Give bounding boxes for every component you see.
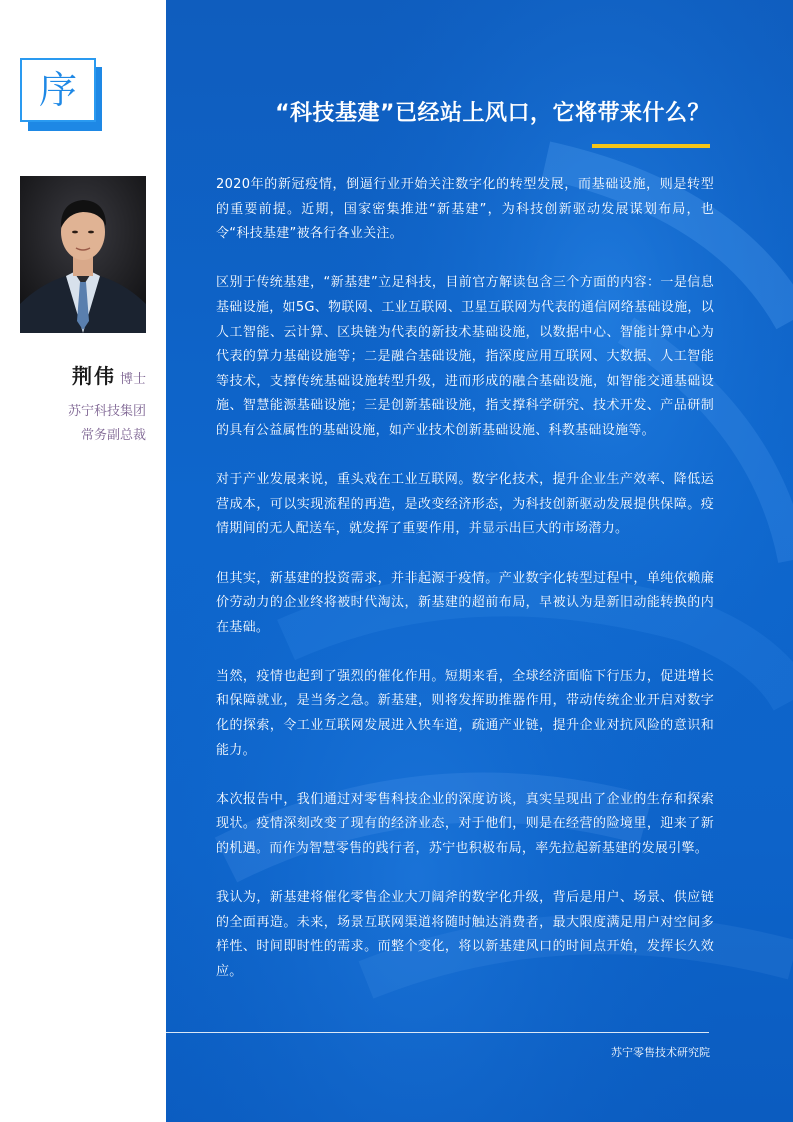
section-label: 序 [38,68,77,112]
left-sidebar [0,0,166,1122]
author-degree: 博士 [119,372,146,387]
author-company: 苏宁科技集团 [67,404,146,419]
author-affiliation [68,400,146,448]
paragraph: 当然，疫情也起到了强烈的催化作用。短期来看，全球经济面临下行压力，促进增长和保障就业，是当务之急。新基建，则将发挥助推器作用，带动传统企业开启对数字化的探索，令工业互联网发展进入快车道，疏通产业链，提升企业对抗风险的意识和能力。 [216,668,714,758]
paragraph: 区别于传统基建，“新基建”立足科技，目前官方解读包含三个方面的内容：一是信息基础设施，如5G、物联网、工业互联网、卫星互联网为代表的通信网络基础设施，以人工智能、云计算、区块链为代表的新技术基础设施，以数据中心、智能计算中心为代表的算力基础设施等；二是融合基础设施，指深度应用互联网、大数据、人工智能等技术，支撑传统基础设施转型升级，进而形成的融合基础设施，如智能交通基础设施、智慧能源基础设施；三是创新基础设施，指支撑科学研究、技术开发、产品研制的具有公益属性的基础设施，如产业技术创新基础设施、科教基础设施等。 [216,275,714,438]
paragraph: 2020年的新冠疫情，倒逼行业开始关注数字化的转型发展，而基础设施，则是转型的重要前提。近期，国家密集推进“新基建”，为科技创新驱动发展谋划布局，也令“科技基建”被各行各业关注。 [216,177,714,242]
author-position: 常务副总裁 [80,428,146,443]
author-photo [20,176,146,333]
paragraph: 对于产业发展来说，重头戏在工业互联网。数字化技术，提升企业生产效率、降低运营成本，可以实现流程的再造，是改变经济形态，为科技创新驱动发展提供保障。疫情期间的无人配送车，就发挥了重要作用，并显示出巨大的市场潜力。 [216,472,714,537]
paragraph: 但其实，新基建的投资需求，并非起源于疫情。产业数字化转型过程中，单纯依赖廉价劳动力的企业终将被时代淘汰，新基建的超前布局，早被认为是新旧动能转换的内在基础。 [216,570,714,635]
page-heading: “科技基建”已经站上风口，它将带来什么？ [275,101,710,126]
paragraph: 本次报告中，我们通过对零售科技企业的深度访谈，真实呈现出了企业的生存和探索现状。疫情深刻改变了现有的经济业态，对于他们，则是在经营的险境里，迎来了新的机遇。而作为智慧零售的践行者，苏宁也积极布局，率先拉起新基建的发展引擎。 [216,791,714,857]
footer-divider [166,1032,709,1033]
heading-underline [592,144,710,148]
author-portrait-image [20,176,146,333]
paragraph: 我认为，新基建将催化零售企业大刀阔斧的数字化升级，背后是用户、场景、供应链的全面再造。未来，场景互联网渠道将随时触达消费者，最大限度满足用户对空间多样性、时间即时性的需求。而整个变化，将以新基建风口的时间点开始，发挥长久效应。 [216,890,714,979]
author-name: 荆伟 [71,364,116,388]
content-panel [166,0,793,1122]
body-text [216,173,714,1009]
footer-source: 苏宁零售技术研究院 [611,1046,710,1059]
author-name-block [72,360,146,389]
preface-box [20,58,96,122]
